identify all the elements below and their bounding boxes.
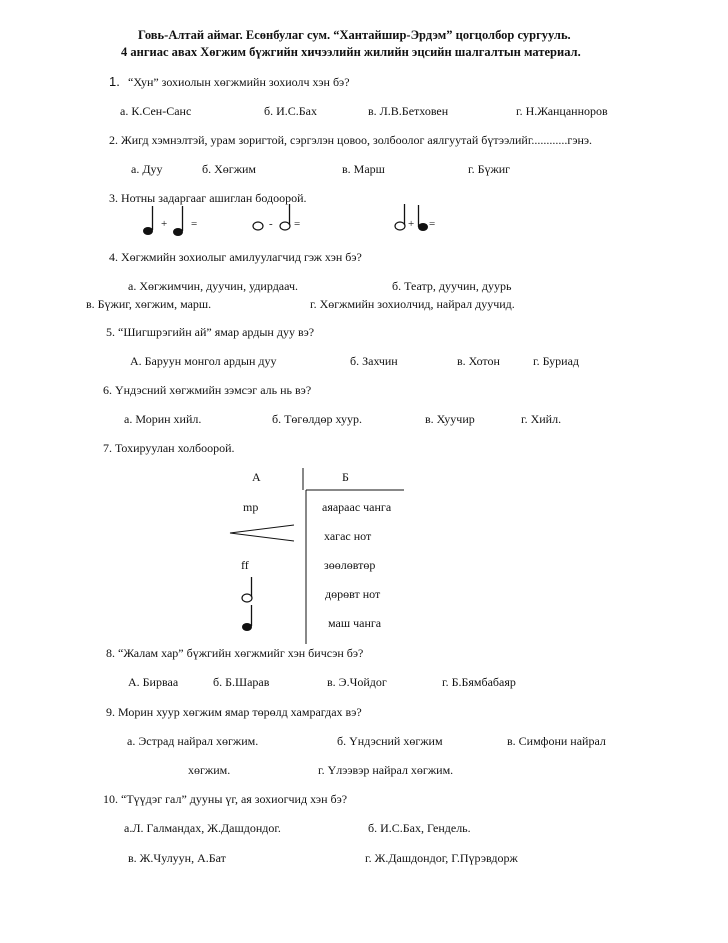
q4-option-c: в. Бүжиг, хөгжим, марш. bbox=[86, 297, 212, 311]
q6-option-b: б. Төгөлдөр хуур. bbox=[272, 412, 362, 426]
question-10-text: 10. “Түүдэг гал” дууны үг, ая зохиогчид хэн бэ? bbox=[103, 792, 348, 806]
header-line-2: 4 ангиас авах Хөгжим бүжгийн хичээлийн жилийн эцсийн шалгалтын материал. bbox=[121, 45, 581, 59]
q8-option-c: в. Э.Чойдог bbox=[327, 675, 387, 689]
matching-right-5: маш чанга bbox=[328, 616, 382, 630]
question-7-text: 7. Тохируулан холбоорой. bbox=[103, 441, 235, 455]
q5-option-a: А. Баруун монгол ардын дуу bbox=[130, 354, 277, 368]
note-whole-icon bbox=[252, 219, 268, 233]
q8-option-a: А. Бирваа bbox=[128, 675, 179, 689]
question-6-text: 6. Үндэсний хөгжмийн зэмсэг аль нь вэ? bbox=[103, 383, 312, 397]
header-line-1: Говь-Алтай аймаг. Есөнбулаг сум. “Хантайшир-Эрдэм” цогцолбор сургууль. bbox=[138, 28, 571, 42]
question-9-text: 9. Морин хуур хөгжим ямар төрөлд хамрагдах вэ? bbox=[106, 705, 362, 719]
q1-option-c: в. Л.В.Бетховен bbox=[368, 104, 449, 118]
question-5-text: 5. “Шигшрэгийн ай” ямар ардын дуу вэ? bbox=[106, 325, 315, 339]
note-quarter-icon bbox=[170, 204, 190, 244]
matching-column-b-header: Б bbox=[342, 470, 349, 484]
q9-option-b: б. Үндэсний хөгжим bbox=[337, 734, 443, 748]
q1-option-d: г. Н.Жанцанноров bbox=[516, 104, 608, 118]
q10-option-a: а.Л. Галмандах, Ж.Дашдондог. bbox=[124, 821, 281, 835]
matching-left-mp: mp bbox=[243, 500, 259, 514]
q3-op-3: - bbox=[269, 218, 273, 230]
q5-option-d: г. Буриад bbox=[533, 354, 580, 368]
q8-option-d: г. Б.Бямбабаяр bbox=[442, 675, 516, 689]
matching-right-1: аяараас чанга bbox=[322, 500, 392, 514]
matching-right-2: хагас нот bbox=[324, 529, 372, 543]
matching-column-a-header: А bbox=[252, 470, 261, 484]
q2-option-d: г. Бүжиг bbox=[468, 162, 511, 176]
q8-option-b: б. Б.Шарав bbox=[213, 675, 270, 689]
q1-option-b: б. И.С.Бах bbox=[264, 104, 317, 118]
q10-option-b: б. И.С.Бах, Гендель. bbox=[368, 821, 471, 835]
matching-left-ff: ff bbox=[241, 558, 249, 572]
q10-option-d: г. Ж.Дашдондог, Г.Пүрэвдорж bbox=[365, 851, 518, 865]
q5-option-b: б. Захчин bbox=[350, 354, 398, 368]
q2-option-a: а. Дуу bbox=[131, 162, 163, 176]
q6-option-d: г. Хийл. bbox=[521, 412, 562, 426]
q9-option-c: в. Симфони найрал bbox=[507, 734, 606, 748]
note-quarter-icon bbox=[140, 204, 160, 244]
q2-option-b: б. Хөгжим bbox=[202, 162, 256, 176]
matching-right-4: дөрөвт нот bbox=[325, 587, 381, 601]
question-2-text: 2. Жигд хэмнэлтэй, урам зоригтой, сэргэлэн цовоо, золбоолог аялгуутай бүтээлийг............гэнэ. bbox=[109, 133, 593, 147]
q9-option-d: г. Үлээвэр найрал хөгжим. bbox=[318, 763, 454, 777]
q3-op-4: = bbox=[294, 218, 301, 230]
decrescendo-icon bbox=[228, 523, 298, 545]
q4-option-d: г. Хөгжмийн зохиолчид, найрал дуучид. bbox=[310, 297, 515, 311]
q6-option-a: а. Морин хийл. bbox=[124, 412, 202, 426]
q3-op-1: + bbox=[161, 218, 168, 230]
question-3-text: 3. Нотны задаргааг ашиглан бодоорой. bbox=[109, 191, 307, 205]
q3-op-2: = bbox=[191, 218, 198, 230]
q5-option-c: в. Хотон bbox=[457, 354, 500, 368]
question-1-text: “Хун” зохиолын хөгжмийн зохиолч хэн бэ? bbox=[128, 75, 350, 89]
question-4-text: 4. Хөгжмийн зохиолыг амилуулагчид гэж хэн бэ? bbox=[109, 250, 362, 264]
q3-op-5: + bbox=[408, 218, 415, 230]
q6-option-c: в. Хуучир bbox=[425, 412, 475, 426]
q4-option-a: а. Хөгжимчин, дуучин, удирдаач. bbox=[128, 279, 299, 293]
q9-option-a: а. Эстрад найрал хөгжим. bbox=[127, 734, 259, 748]
note-quarter-icon bbox=[240, 604, 260, 638]
q4-option-b: б. Театр, дуучин, дуурь bbox=[392, 279, 512, 293]
question-8-text: 8. “Жалам хар” бүжгийн хөгжмийг хэн бичсэн бэ? bbox=[106, 646, 364, 660]
matching-right-3: зөөлөвтөр bbox=[324, 558, 376, 572]
q10-option-c: в. Ж.Чулуун, А.Бат bbox=[128, 851, 226, 865]
question-1-number: 1. bbox=[109, 74, 120, 89]
q1-option-a: а. К.Сен-Санс bbox=[120, 104, 192, 118]
q2-option-c: в. Марш bbox=[342, 162, 385, 176]
q9-option-c-cont: хөгжим. bbox=[188, 763, 231, 777]
q3-op-6: = bbox=[429, 218, 436, 230]
